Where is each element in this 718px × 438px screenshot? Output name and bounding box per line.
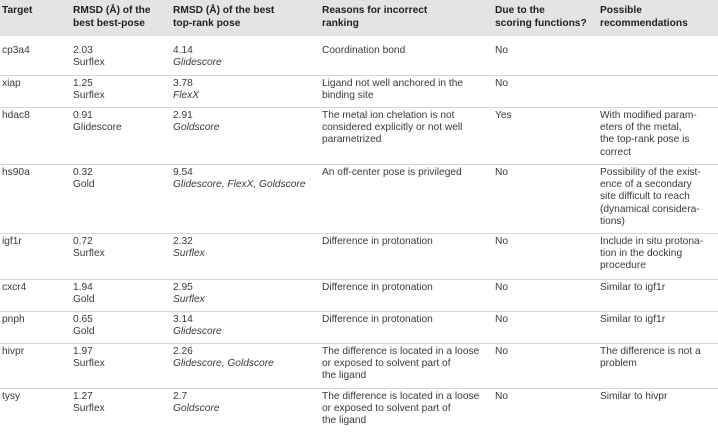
row-divider xyxy=(0,164,718,165)
target-cell: igf1r xyxy=(2,236,22,247)
best-pose-cell: 1.25 Surflex xyxy=(73,78,105,102)
scoring-cell: No xyxy=(495,236,509,247)
recommendation-cell: Possibility of the exist- ence of a secondary site difficult to reach (dynamical considera- tions) xyxy=(600,167,701,227)
best-pose-cell: 2.03 Surflex xyxy=(73,45,105,69)
scoring-cell: No xyxy=(495,78,509,89)
reason-cell: Ligand not well anchored in the binding site xyxy=(322,78,464,102)
row-divider xyxy=(0,75,718,76)
recommendation-cell: Include in situ protona- tion in the docking procedure xyxy=(600,236,704,272)
scoring-cell: No xyxy=(495,45,509,56)
target-cell: pnph xyxy=(2,314,25,325)
row-divider xyxy=(0,343,718,344)
row-divider xyxy=(0,311,718,312)
recommendation-cell: Similar to igf1r xyxy=(600,282,666,293)
top-rank-cell: 2.26 Glidescore, Goldscore xyxy=(173,346,274,370)
header-reasons: Reasons for incorrect ranking xyxy=(322,5,428,29)
reason-cell: The metal ion chelation is not considered explicitly or not well parametrized xyxy=(322,110,463,146)
reason-cell: Difference in protonation xyxy=(322,236,433,247)
top-rank-cell: 4.14 Glidescore xyxy=(173,45,222,69)
header-top-rank: RMSD (Å) of the best top-rank pose xyxy=(173,5,275,29)
target-cell: tysy xyxy=(2,391,21,402)
best-pose-cell: 1.97 Surflex xyxy=(73,346,105,370)
top-rank-cell: 2.95 Surflex xyxy=(173,282,205,306)
best-pose-cell: 0.91 Glidescore xyxy=(73,110,122,134)
target-cell: xiap xyxy=(2,78,21,89)
row-divider xyxy=(0,233,718,234)
best-pose-cell: 1.94 Gold xyxy=(73,282,95,306)
top-rank-cell: 3.14 Glidescore xyxy=(173,314,222,338)
reason-cell: An off-center pose is privileged xyxy=(322,167,462,178)
scoring-cell: No xyxy=(495,167,509,178)
row-divider xyxy=(0,107,718,108)
row-divider xyxy=(0,279,718,280)
scoring-cell: Yes xyxy=(495,110,512,121)
best-pose-cell: 0.32 Gold xyxy=(73,167,95,191)
reason-cell: Coordination bond xyxy=(322,45,406,56)
recommendation-cell: The difference is not a problem xyxy=(600,346,701,370)
header-recommendations: Possible recommendations xyxy=(600,5,688,29)
target-cell: hdac8 xyxy=(2,110,30,121)
recommendation-cell: With modified param- eters of the metal, the top-rank pose is correct xyxy=(600,110,697,158)
recommendation-cell: Similar to igf1r xyxy=(600,314,666,325)
scoring-cell: No xyxy=(495,346,509,357)
scoring-cell: No xyxy=(495,391,509,402)
best-pose-cell: 0.65 Gold xyxy=(73,314,95,338)
best-pose-cell: 0.72 Surflex xyxy=(73,236,105,260)
target-cell: cxcr4 xyxy=(2,282,27,293)
scoring-cell: No xyxy=(495,314,509,325)
header-target: Target xyxy=(2,5,33,16)
top-rank-cell: 2.91 Goldscore xyxy=(173,110,220,134)
reason-cell: Difference in protonation xyxy=(322,314,433,325)
table-header xyxy=(0,0,718,36)
row-divider xyxy=(0,388,718,389)
scoring-cell: No xyxy=(495,282,509,293)
target-cell: hivpr xyxy=(2,346,25,357)
best-pose-cell: 1.27 Surflex xyxy=(73,391,105,415)
recommendation-cell: Similar to hivpr xyxy=(600,391,668,402)
header-best-pose: RMSD (Å) of the best best-pose xyxy=(73,5,151,29)
target-cell: cp3a4 xyxy=(2,45,30,56)
header-scoring: Due to the scoring functions? xyxy=(495,5,587,29)
target-cell: hs90a xyxy=(2,167,30,178)
reason-cell: The difference is located in a loose or exposed to solvent part of the ligand xyxy=(322,391,480,427)
top-rank-cell: 2.7 Goldscore xyxy=(173,391,220,415)
top-rank-cell: 9.54 Glidescore, FlexX, Goldscore xyxy=(173,167,306,191)
reason-cell: The difference is located in a loose or exposed to solvent part of the ligand xyxy=(322,346,480,382)
top-rank-cell: 2.32 Surflex xyxy=(173,236,205,260)
top-rank-cell: 3.78 FlexX xyxy=(173,78,200,102)
reason-cell: Difference in protonation xyxy=(322,282,433,293)
